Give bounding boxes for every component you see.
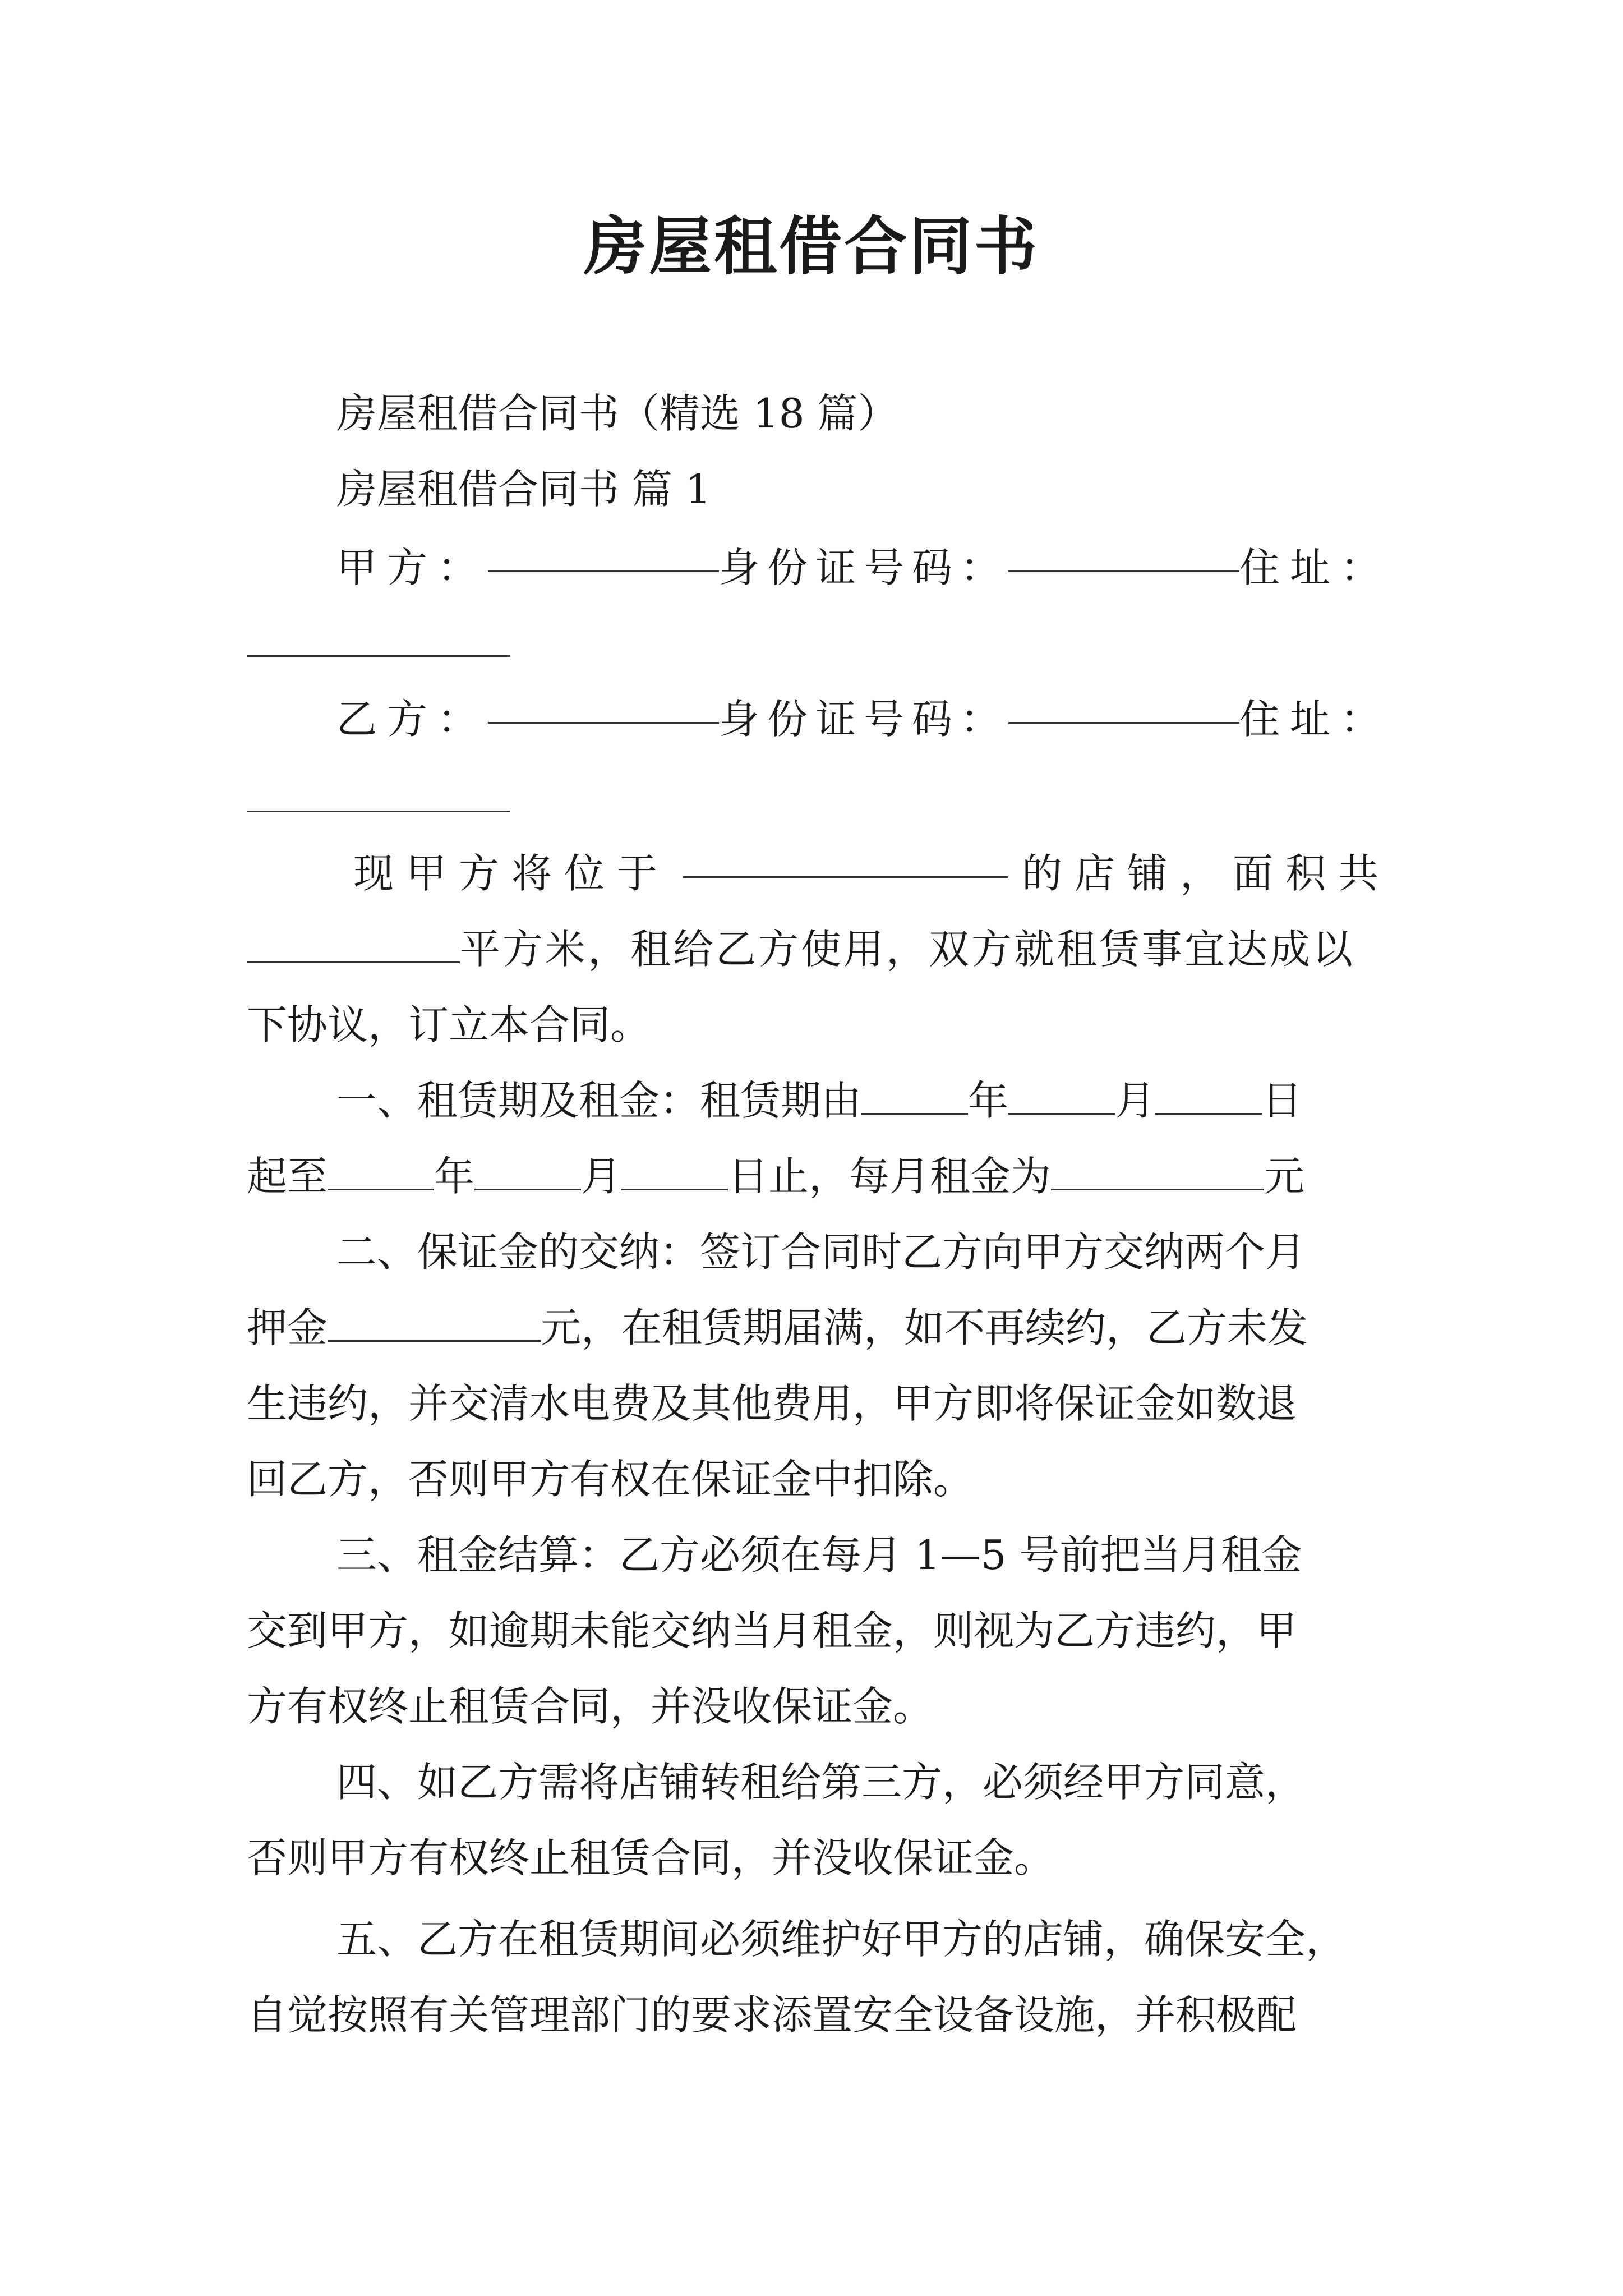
intro-line-1 [353, 836, 1391, 912]
clause-1-until: 起至 [247, 1153, 328, 1200]
clause-5-line-1: 五、乙方在租赁期间必须维护好甲方的店铺，确保安全， [336, 1916, 1347, 1963]
area-blank [247, 921, 460, 963]
clause-2-line-3: 生违约，并交清水电费及其他费用，甲方即将保证金如数退 [247, 1380, 1297, 1427]
deposit-blank [328, 1300, 541, 1342]
start-day-blank [1155, 1073, 1262, 1115]
clause-3-line-1: 三、租金结算：乙方必须在每月 1—5 号前把当月租金 [336, 1531, 1302, 1579]
clause-2-line-4: 回乙方，否则甲方有权在保证金中扣除。 [247, 1456, 974, 1503]
deposit-label: 押金 [247, 1304, 328, 1351]
intro-text-1b: 的店铺，面积共 [1021, 850, 1391, 897]
party-b-id-blank [1008, 682, 1239, 724]
year-label: 年 [968, 1077, 1009, 1124]
section-heading: 房屋租借合同书 篇 1 [336, 466, 711, 513]
party-a-name-blank [488, 530, 719, 572]
party-a-label: 甲方： [336, 544, 488, 591]
month-label: 月 [1115, 1077, 1156, 1124]
party-a-id-label: 身份证号码： [718, 544, 1008, 591]
party-b-address-blank [247, 811, 510, 812]
clause-1-rent-text: 日止，每月租金为 [728, 1153, 1052, 1200]
end-month-blank [474, 1148, 581, 1190]
document-title: 房屋租借合同书 [584, 210, 1039, 283]
party-b-name-blank [488, 682, 719, 724]
document-subtitle: 房屋租借合同书（精选 18 篇） [336, 390, 898, 437]
clause-5-line-2: 自觉按照有关管理部门的要求添置安全设备设施，并积极配 [247, 1991, 1297, 2039]
clause-3-line-2: 交到甲方，如逾期未能交纳当月租金，则视为乙方违约，甲 [247, 1607, 1297, 1654]
party-a-line [336, 530, 1391, 606]
year-label: 年 [434, 1153, 475, 1200]
party-b-id-label: 身份证号码： [718, 696, 1008, 743]
party-b-addr-label: 住址： [1239, 696, 1391, 743]
intro-text-1a: 现甲方将位于 [353, 850, 670, 897]
party-a-address-blank [247, 655, 510, 657]
day-label: 日 [1262, 1077, 1303, 1124]
intro-line-2 [247, 912, 1391, 987]
clause-2-line-1: 二、保证金的交纳：签订合同时乙方向甲方交纳两个月 [336, 1228, 1306, 1276]
clause-1-line-1 [336, 1063, 1391, 1139]
clause-2-line-2 [247, 1290, 1391, 1366]
start-month-blank [1008, 1073, 1115, 1115]
monthly-rent-blank [1051, 1148, 1264, 1190]
party-a-id-blank [1008, 530, 1239, 572]
clause-1-line-2 [247, 1139, 1391, 1214]
clause-1-text: 一、租赁期及租金：租赁期由 [336, 1077, 862, 1124]
shop-location-blank [683, 836, 1008, 878]
end-year-blank [328, 1148, 434, 1190]
end-day-blank [621, 1148, 728, 1190]
intro-line-3: 下协议，订立本合同。 [247, 1001, 651, 1048]
month-label: 月 [581, 1153, 622, 1200]
yuan-label: 元 [1264, 1153, 1305, 1200]
clause-3-line-3: 方有权终止租赁合同，并没收保证金。 [247, 1683, 934, 1730]
party-a-addr-label: 住址： [1239, 544, 1391, 591]
clause-4-line-2: 否则甲方有权终止租赁合同，并没收保证金。 [247, 1834, 1055, 1881]
intro-text-2: 平方米，租给乙方使用，双方就租赁事宜达成以 [460, 926, 1355, 973]
clause-4-line-1: 四、如乙方需将店铺转租给第三方，必须经甲方同意， [336, 1759, 1306, 1806]
party-b-label: 乙方： [336, 696, 488, 743]
party-b-line [336, 682, 1391, 757]
start-year-blank [861, 1073, 968, 1115]
clause-2-text-2: 元，在租赁期届满，如不再续约，乙方未发 [541, 1304, 1308, 1351]
